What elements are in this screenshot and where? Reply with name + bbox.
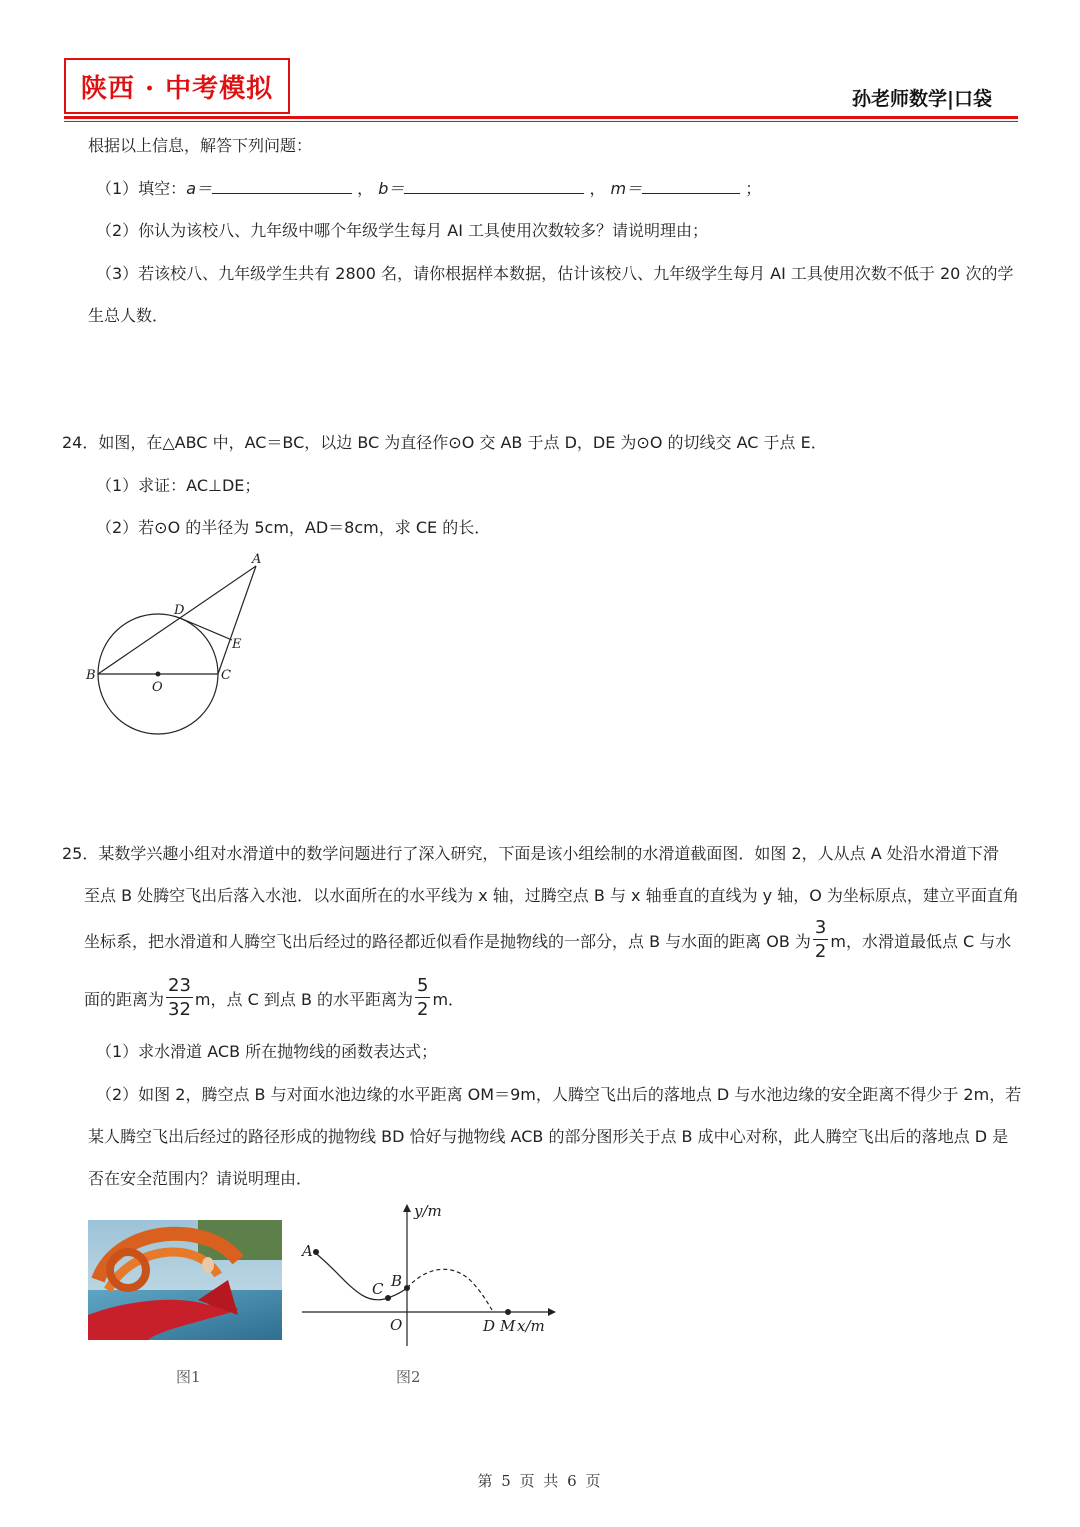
segment-ab [98, 566, 256, 674]
circle-figure [80, 548, 280, 743]
x-axis-label: x/m [517, 1317, 545, 1335]
q25-line4-text-b: m，点 C 到点 B 的水平距离为 [194, 989, 414, 1009]
figure2-caption: 图2 [396, 1368, 421, 1386]
q24-part2: （2）若⊙O 的半径为 5cm，AD＝8cm，求 CE 的长． [96, 518, 491, 537]
answer-blank-a [212, 179, 352, 194]
q25-part2-line3: 否在安全范围内？请说明理由． [88, 1169, 313, 1188]
fraction-cb-distance-num: 5 [417, 975, 429, 996]
fraction-cb-distance [415, 977, 430, 1019]
header-rule-thin [64, 121, 1018, 122]
label-m2: M [500, 1317, 516, 1335]
fraction-cb-distance-den: 2 [417, 999, 429, 1020]
q23-part1-b-label: b＝ [378, 179, 405, 198]
q23-part1: （1）填空：a＝ ， b＝ ， m＝ ； [96, 179, 762, 198]
answer-blank-b [404, 179, 584, 194]
fraction-ob [813, 919, 828, 961]
y-axis-arrow [403, 1204, 411, 1212]
fraction-c-height [166, 977, 193, 1019]
point-b [404, 1285, 410, 1291]
parabola-bd [407, 1269, 492, 1310]
q25-line2: 至点 B 处腾空飞出后落入水池．以水面所在的水平线为 x 轴，过腾空点 B 与 x 轴垂直的直线为 y 轴，O 为坐标原点，建立平面直角 [84, 886, 1019, 905]
q24-part1: （1）求证：AC⊥DE； [96, 476, 261, 495]
figure1-caption: 图1 [176, 1368, 201, 1386]
q25-line4 [84, 975, 464, 1021]
point-m [505, 1309, 511, 1315]
label-c2: C [372, 1280, 384, 1298]
label-d: D [174, 603, 185, 618]
q23-part1-m-label: m＝ [610, 179, 643, 198]
label-b2: B [391, 1272, 403, 1290]
answer-blank-m [642, 179, 740, 194]
q25-line4-text-a: 面的距离为 [84, 989, 165, 1009]
q23-part3-line1: （3）若该校八、九年级学生共有 2800 名，请你根据样本数据，估计该校八、九年级学生每月 AI 工具使用次数不低于 20 次的学 [96, 264, 1014, 283]
header-rule [64, 116, 1018, 119]
q25-line3 [84, 918, 1011, 962]
label-a2: A [302, 1242, 313, 1260]
segment-ac [218, 566, 256, 674]
point-o [156, 672, 161, 677]
label-o: O [152, 680, 163, 695]
q24-stem: 24．如图，在△ABC 中，AC＝BC，以边 BC 为直径作⊙O 交 AB 于点 D，DE 为⊙O 的切线交 AC 于点 E． [62, 433, 827, 452]
water-slide-photo [88, 1220, 282, 1340]
label-a: A [252, 552, 262, 567]
header-brand: 孙老师数学|口袋 [852, 88, 992, 110]
label-e: E [232, 637, 242, 652]
label-b: B [86, 668, 96, 683]
q23-part3-line2: 生总人数． [88, 306, 169, 325]
header-stamp: 陕西 · 中考模拟 [64, 58, 290, 114]
point-c [385, 1295, 391, 1301]
x-axis-arrow [548, 1308, 556, 1316]
coordinate-diagram [290, 1196, 570, 1356]
q23-part2: （2）你认为该校八、九年级中哪个年级学生每月 AI 工具使用次数较多？请说明理由； [96, 221, 709, 240]
point-a [313, 1249, 319, 1255]
q25-line3-text-b: m，水滑道最低点 C 与水 [830, 931, 1012, 951]
q23-part1-end: ； [745, 179, 762, 198]
fraction-ob-den: 2 [814, 941, 827, 962]
label-d2: D [483, 1317, 496, 1335]
q25-part2-line2: 某人腾空飞出后经过的路径形成的抛物线 BD 恰好与抛物线 ACB 的部分图形关于点 B 成中心对称，此人腾空飞出后的落地点 D 是 [88, 1127, 1009, 1146]
q25-line1: 25．某数学兴趣小组对水滑道中的数学问题进行了深入研究，下面是该小组绘制的水滑道截面图．如图 2，人从点 A 处沿水滑道下滑 [62, 844, 999, 863]
q23-part1-prefix: （1）填空： [96, 179, 187, 198]
label-o2: O [390, 1316, 403, 1334]
q25-part1: （1）求水滑道 ACB 所在抛物线的函数表达式； [96, 1042, 438, 1061]
tangent-de [180, 618, 232, 640]
q25-line4-text-c: m． [432, 989, 465, 1009]
q23-part1-a-label: a＝ [186, 179, 212, 198]
y-axis-label: y/m [414, 1202, 442, 1220]
page-footer: 第 5 页 共 6 页 [477, 1472, 603, 1490]
q25-part2-line1: （2）如图 2，腾空点 B 与对面水池边缘的水平距离 OM＝9m，人腾空飞出后的落地点 D 与水池边缘的安全距离不得少于 2m，若 [96, 1085, 1022, 1104]
fraction-ob-num: 3 [814, 917, 827, 938]
q23-intro: 根据以上信息，解答下列问题： [88, 136, 313, 155]
fraction-c-height-den: 32 [168, 999, 191, 1020]
label-c: C [221, 668, 231, 683]
fraction-c-height-num: 23 [168, 975, 191, 996]
q25-line3-text-a: 坐标系，把水滑道和人腾空飞出后经过的路径都近似看作是抛物线的一部分，点 B 与水面的距离 OB 为 [84, 931, 811, 951]
